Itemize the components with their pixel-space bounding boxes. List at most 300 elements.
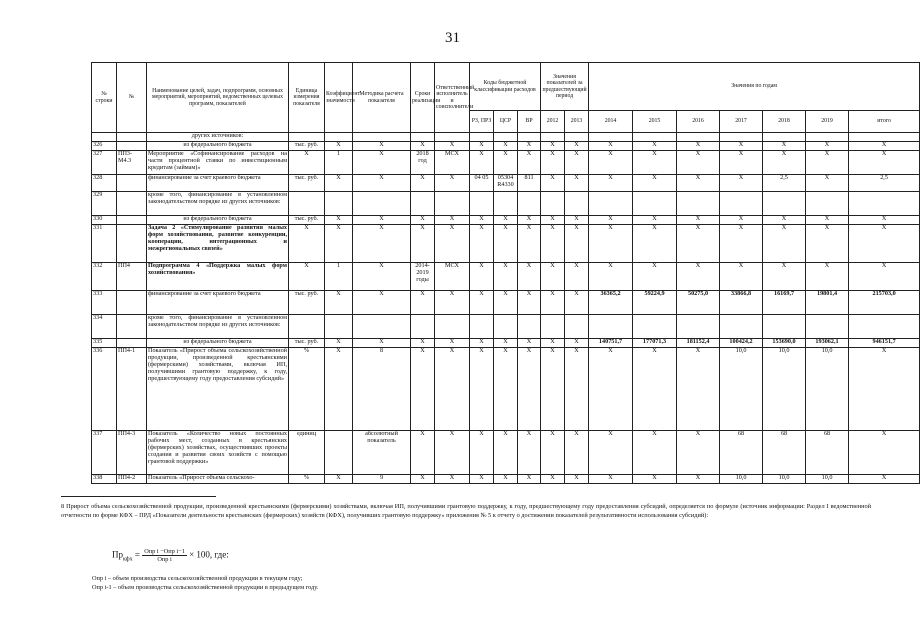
cell-rz: X (470, 142, 494, 151)
cell-y14: X (589, 175, 633, 192)
cell-y16: X (677, 348, 720, 431)
cell-name: из федерального бюджета (147, 142, 289, 151)
cell-p13: X (565, 431, 589, 475)
formula-lhs: Пр (112, 549, 123, 560)
cell-coef: X (325, 175, 353, 192)
cell-vr: X (518, 263, 541, 291)
cell-term: X (411, 475, 435, 484)
cell-y17: X (720, 216, 763, 225)
cell-id (117, 225, 147, 263)
header-term: Сроки реализации (411, 63, 435, 133)
cell-unit: % (289, 348, 325, 431)
cell-csr: 05304 R4330 (494, 175, 518, 192)
cell-vr: X (518, 225, 541, 263)
cell-p12: X (541, 263, 565, 291)
cell-y16: X (677, 151, 720, 175)
cell-p13 (565, 315, 589, 339)
cell-name: из федерального бюджета (147, 216, 289, 225)
cell-y17: X (720, 142, 763, 151)
header-coef: Коэффициент значимости (325, 63, 353, 133)
cell-y17: 100424,2 (720, 339, 763, 348)
cell-unit: тыс. руб. (289, 142, 325, 151)
header-2017: 2017 (720, 111, 763, 133)
cell-id (117, 315, 147, 339)
cell-unit: X (289, 225, 325, 263)
table-row (92, 315, 920, 339)
cell-vr: X (518, 142, 541, 151)
cell-p13: X (565, 225, 589, 263)
cell-coef (325, 315, 353, 339)
cell-y19 (806, 315, 849, 339)
cell-term (411, 315, 435, 339)
cell-method (353, 192, 411, 216)
cell-term: 2014-2019 годы (411, 263, 435, 291)
cell-p12: X (541, 431, 565, 475)
cell-y15 (633, 315, 677, 339)
header-prev: Значения показателей за предшествующий период (541, 63, 589, 111)
cell-vr: X (518, 339, 541, 348)
header-2014: 2014 (589, 111, 633, 133)
cell-y17: 68 (720, 431, 763, 475)
header-vr: ВР (518, 111, 541, 133)
cell-y16: X (677, 175, 720, 192)
header-years: Значения по годам (589, 63, 920, 111)
cell-tot: X (849, 142, 920, 151)
cell-resp: X (435, 216, 470, 225)
cell-y17: 10,0 (720, 348, 763, 431)
formula-sub: кфх (123, 556, 133, 563)
cell-coef (325, 431, 353, 475)
cell-n: 327 (92, 151, 117, 175)
cell-y19: X (806, 175, 849, 192)
cell-resp: МСХ (435, 151, 470, 175)
cell-y19 (806, 192, 849, 216)
cell-id: ПП4-1 (117, 348, 147, 431)
cell-name: Задача 2 «Стимулирование развития малых форм хозяйствования, развитие конкуренции, кооперации, интеграционных и межрегиональных связей» (147, 225, 289, 263)
header-method: Методика расчета показателя (353, 63, 411, 133)
cell-name: Подпрограмма 4 «Поддержка малых форм хозяйствования» (147, 263, 289, 291)
cell-resp: X (435, 348, 470, 431)
cell-rz: X (470, 475, 494, 484)
cell-n: 331 (92, 225, 117, 263)
cell-tot: X (849, 151, 920, 175)
cell-term: X (411, 348, 435, 431)
cell-p12 (541, 192, 565, 216)
cell-y16: X (677, 225, 720, 263)
cell-method: X (353, 263, 411, 291)
cell-tot (849, 192, 920, 216)
header-name: Наименование целей, задач, подпрограмм, основных мероприятий, мероприятий, ведомственных целевых программ, показателей (147, 63, 289, 133)
header-no: № (117, 63, 147, 133)
cell-term (411, 192, 435, 216)
cell-method: X (353, 225, 411, 263)
footnote-separator (61, 496, 216, 497)
cell-method: 8 (353, 348, 411, 431)
cell-csr: X (494, 151, 518, 175)
cell-y14: X (589, 142, 633, 151)
cell-y18: 2,5 (763, 175, 806, 192)
cell-term: X (411, 291, 435, 315)
cell-vr: X (518, 475, 541, 484)
cell-id: ПП4-2 (117, 475, 147, 484)
header-unit: Единица измерения показателя (289, 63, 325, 133)
cell-tot: X (849, 348, 920, 431)
cell-name: кроме того, финансирование в установленном законодательством порядке из других источников: (147, 315, 289, 339)
table-row (92, 263, 920, 291)
cell-y16: X (677, 475, 720, 484)
cell-coef: X (325, 142, 353, 151)
cell-rz: X (470, 216, 494, 225)
cell-y19: X (806, 216, 849, 225)
header-csr: ЦСР (494, 111, 518, 133)
cell-csr: X (494, 263, 518, 291)
cell-method: X (353, 142, 411, 151)
cell-resp: X (435, 291, 470, 315)
cell-method: X (353, 216, 411, 225)
cell-y14: 36365,2 (589, 291, 633, 315)
cell-method: 9 (353, 475, 411, 484)
cell-y14: X (589, 431, 633, 475)
cell-n: 334 (92, 315, 117, 339)
cell-y18: 68 (763, 431, 806, 475)
table-row (92, 291, 920, 315)
cell-y16: X (677, 216, 720, 225)
cell-rz: 04 05 (470, 175, 494, 192)
cell-csr: X (494, 348, 518, 431)
footnote-text: 8 Прирост объема сельскохозяйственной продукции, произведенной крестьянскими (фермерскими) хозяйствами, включая ИП, получившими грантовую поддержку, к году, предшествующему году предоставления субсидий, определяется по формуле (источник информации: Раздел I ведомственной отчетности по форме КФХ – ПРД «Показатели деятельности крестьянских (фермерских) хозяйств (КФХ), получивших грантовую поддержку» приложения № 5 к отчету о достижении показателей результативности использования субсидий): (61, 503, 871, 520)
cell-resp: МСХ (435, 263, 470, 291)
cell-method: X (353, 175, 411, 192)
formula-definitions (92, 574, 318, 592)
cell-y19: X (806, 142, 849, 151)
cell-unit: X (289, 263, 325, 291)
cell-y17: X (720, 225, 763, 263)
cell-id: ПП3-М4.3 (117, 151, 147, 175)
cell-tot: X (849, 225, 920, 263)
cell-y19: X (806, 225, 849, 263)
cell-y17 (720, 192, 763, 216)
header-codes: Коды бюджетной классификации расходов (470, 63, 541, 111)
cell-term: X (411, 175, 435, 192)
definition-previous: Опр i-1 – объем производства сельскохозяйственной продукции в предыдущем году. (92, 584, 319, 592)
cell-p12: X (541, 339, 565, 348)
table-row (92, 225, 920, 263)
cell-unit (289, 315, 325, 339)
cell-y18: X (763, 216, 806, 225)
cell-unit (289, 192, 325, 216)
cell-y17: 10,0 (720, 475, 763, 484)
indicators-table (91, 62, 920, 484)
cell-vr (518, 315, 541, 339)
cell-resp: X (435, 142, 470, 151)
cell-term: 2018 год (411, 151, 435, 175)
definition-current: Опр i – объем производства сельскохозяйственной продукции в текущем году; (92, 575, 303, 582)
cell-rz (470, 315, 494, 339)
cell-y16: X (677, 142, 720, 151)
cell-p12: X (541, 291, 565, 315)
cell-p13: X (565, 475, 589, 484)
cell-y18: 16169,7 (763, 291, 806, 315)
cell-y18: 153690,0 (763, 339, 806, 348)
cell-coef: X (325, 291, 353, 315)
header-2012: 2012 (541, 111, 565, 133)
cell-coef: X (325, 348, 353, 431)
cell-y19: 193062,1 (806, 339, 849, 348)
cell-unit: тыс. руб. (289, 291, 325, 315)
cell-y16 (677, 315, 720, 339)
cell-term: X (411, 216, 435, 225)
cell-y19: 10,0 (806, 475, 849, 484)
cell-n: 338 (92, 475, 117, 484)
cell-name: кроме того, финансирование в установленном законодательством порядке из других источников: (147, 192, 289, 216)
cell-p13: X (565, 263, 589, 291)
cell-csr: X (494, 291, 518, 315)
cell-y15: X (633, 151, 677, 175)
cell-method: X (353, 151, 411, 175)
cell-p13: X (565, 339, 589, 348)
cell-csr: X (494, 339, 518, 348)
header-row-no: № строки (92, 63, 117, 133)
cell-y15: 177071,3 (633, 339, 677, 348)
table-row (92, 151, 920, 175)
cell-name: из федерального бюджета (147, 339, 289, 348)
cell-name: Мероприятие «Софинансирование расходов на части процентной ставки по инвестиционным кредитам (займам)» (147, 151, 289, 175)
header-2019: 2019 (806, 111, 849, 133)
cell-name: других источников: (147, 133, 289, 142)
cell-resp (435, 192, 470, 216)
cell-name: Показатель «Прирост объема сельскохо- (147, 475, 289, 484)
cell-y16: 181152,4 (677, 339, 720, 348)
header-2015: 2015 (633, 111, 677, 133)
cell-y16: X (677, 431, 720, 475)
cell-vr: X (518, 151, 541, 175)
cell-y19: X (806, 263, 849, 291)
cell-resp: X (435, 339, 470, 348)
cell-p12: X (541, 175, 565, 192)
cell-coef: 1 (325, 151, 353, 175)
cell-p13: X (565, 291, 589, 315)
formula: $Пр_{кфх}$ = $\frac{\text{Опр i −Опр i−1}}{\text{Опр i}}$ × 100, где: (112, 548, 229, 563)
formula-numerator: Опр i −Опр i−1 (144, 548, 185, 555)
cell-n: 337 (92, 431, 117, 475)
cell-p12: X (541, 216, 565, 225)
cell-rz (470, 192, 494, 216)
cell-rz: X (470, 348, 494, 431)
cell-method (353, 315, 411, 339)
cell-y18: X (763, 225, 806, 263)
cell-y15: X (633, 431, 677, 475)
cell-resp: X (435, 475, 470, 484)
cell-p12: X (541, 142, 565, 151)
cell-y14: X (589, 225, 633, 263)
header-2018: 2018 (763, 111, 806, 133)
cell-vr: X (518, 431, 541, 475)
header-2016: 2016 (677, 111, 720, 133)
cell-method: абсолютный показатель (353, 431, 411, 475)
cell-y15: X (633, 142, 677, 151)
header-2013: 2013 (565, 111, 589, 133)
cell-tot: X (849, 475, 920, 484)
formula-rhs: × 100, где: (189, 549, 229, 560)
cell-csr: X (494, 142, 518, 151)
cell-unit: тыс. руб. (289, 216, 325, 225)
cell-y18 (763, 315, 806, 339)
cell-y14 (589, 192, 633, 216)
cell-p13: X (565, 348, 589, 431)
cell-p13: X (565, 142, 589, 151)
cell-y16: 50275,0 (677, 291, 720, 315)
cell-rz: X (470, 225, 494, 263)
header-total: итого (849, 111, 920, 133)
cell-y14 (589, 315, 633, 339)
cell-p12: X (541, 475, 565, 484)
cell-unit: % (289, 475, 325, 484)
cell-coef: X (325, 225, 353, 263)
cell-y15: X (633, 475, 677, 484)
cell-tot: X (849, 431, 920, 475)
cell-coef: X (325, 339, 353, 348)
cell-tot (849, 315, 920, 339)
cell-y14: X (589, 151, 633, 175)
cell-y18: 10,0 (763, 348, 806, 431)
formula-fraction (142, 548, 187, 563)
cell-rz: X (470, 291, 494, 315)
cell-n: 336 (92, 348, 117, 431)
table-body (92, 133, 920, 484)
cell-n: 335 (92, 339, 117, 348)
cell-y17: X (720, 151, 763, 175)
cell-vr: X (518, 291, 541, 315)
cell-id: ПП4 (117, 263, 147, 291)
cell-tot: X (849, 263, 920, 291)
cell-name: финансирование за счет краевого бюджета (147, 291, 289, 315)
cell-y15: 59224,9 (633, 291, 677, 315)
cell-y15: X (633, 348, 677, 431)
cell-y15 (633, 192, 677, 216)
cell-resp: X (435, 225, 470, 263)
cell-rz: X (470, 151, 494, 175)
page-number: 31 (445, 30, 460, 46)
cell-csr: X (494, 216, 518, 225)
cell-id (117, 291, 147, 315)
cell-p13: X (565, 151, 589, 175)
cell-y18 (763, 192, 806, 216)
cell-resp (435, 315, 470, 339)
cell-y19: 10,0 (806, 348, 849, 431)
cell-rz: X (470, 339, 494, 348)
header-resp: Ответственный исполнитель и соисполнители (435, 63, 470, 133)
cell-n: 328 (92, 175, 117, 192)
cell-tot: 2,5 (849, 175, 920, 192)
cell-tot: 946151,7 (849, 339, 920, 348)
table-row (92, 175, 920, 192)
cell-p12: X (541, 151, 565, 175)
cell-p13: X (565, 175, 589, 192)
cell-y14: X (589, 475, 633, 484)
cell-y18: X (763, 263, 806, 291)
cell-y18: X (763, 151, 806, 175)
cell-csr: X (494, 225, 518, 263)
cell-name: Показатель «Количество новых постоянных рабочих мест, созданных в крестьянских (фермерских) хозяйствах, осуществивших проекты создания и развития своих хозяйств с помощью грантовой поддержки» (147, 431, 289, 475)
cell-term: X (411, 225, 435, 263)
cell-csr (494, 315, 518, 339)
cell-y15: X (633, 216, 677, 225)
cell-rz: X (470, 431, 494, 475)
cell-y18: X (763, 142, 806, 151)
cell-term: X (411, 339, 435, 348)
cell-y15: X (633, 175, 677, 192)
formula-denominator: Опр i (157, 556, 172, 563)
cell-y14: X (589, 216, 633, 225)
cell-y19: X (806, 151, 849, 175)
cell-id (117, 175, 147, 192)
cell-id (117, 216, 147, 225)
cell-n: 329 (92, 192, 117, 216)
cell-vr: X (518, 216, 541, 225)
cell-vr: X (518, 348, 541, 431)
cell-id: ПП4-3 (117, 431, 147, 475)
cell-y14: X (589, 263, 633, 291)
cell-p12: X (541, 348, 565, 431)
cell-coef: 1 (325, 263, 353, 291)
cell-tot: X (849, 216, 920, 225)
cell-n: 330 (92, 216, 117, 225)
cell-unit: тыс. руб. (289, 175, 325, 192)
cell-n: 332 (92, 263, 117, 291)
cell-csr (494, 192, 518, 216)
cell-y19: 19801,4 (806, 291, 849, 315)
cell-p13 (565, 192, 589, 216)
cell-y17: X (720, 263, 763, 291)
cell-y18: 10,0 (763, 475, 806, 484)
cell-y14: 140751,7 (589, 339, 633, 348)
cell-y17: 33866,8 (720, 291, 763, 315)
cell-coef (325, 192, 353, 216)
cell-coef: X (325, 475, 353, 484)
cell-p12 (541, 315, 565, 339)
cell-csr: X (494, 475, 518, 484)
cell-y17: X (720, 175, 763, 192)
cell-name: финансирование за счет краевого бюджета (147, 175, 289, 192)
cell-y15: X (633, 225, 677, 263)
cell-n: 333 (92, 291, 117, 315)
cell-vr: 811 (518, 175, 541, 192)
cell-y15: X (633, 263, 677, 291)
cell-name: Показатель «Прирост объема сельскохозяйственной продукции, произведенной крестьянскими (фермерскими) хозяйствами, включая ИП, получившими грантовую поддержку, к году, предшествующему году предоставления субсидий» (147, 348, 289, 431)
cell-term: X (411, 142, 435, 151)
cell-p12: X (541, 225, 565, 263)
cell-resp: X (435, 175, 470, 192)
cell-tot: 215703,0 (849, 291, 920, 315)
cell-rz: X (470, 263, 494, 291)
table-row (92, 475, 920, 484)
cell-unit: тыс. руб. (289, 339, 325, 348)
cell-method: X (353, 339, 411, 348)
cell-resp: X (435, 431, 470, 475)
cell-id (117, 192, 147, 216)
cell-csr: X (494, 431, 518, 475)
cell-vr (518, 192, 541, 216)
cell-y16 (677, 192, 720, 216)
cell-method: X (353, 291, 411, 315)
cell-id (117, 133, 147, 142)
cell-p13: X (565, 216, 589, 225)
header-rz: РЗ, ПРЗ (470, 111, 494, 133)
table-row (92, 192, 920, 216)
cell-term: X (411, 431, 435, 475)
cell-y17 (720, 315, 763, 339)
cell-n: 326 (92, 142, 117, 151)
